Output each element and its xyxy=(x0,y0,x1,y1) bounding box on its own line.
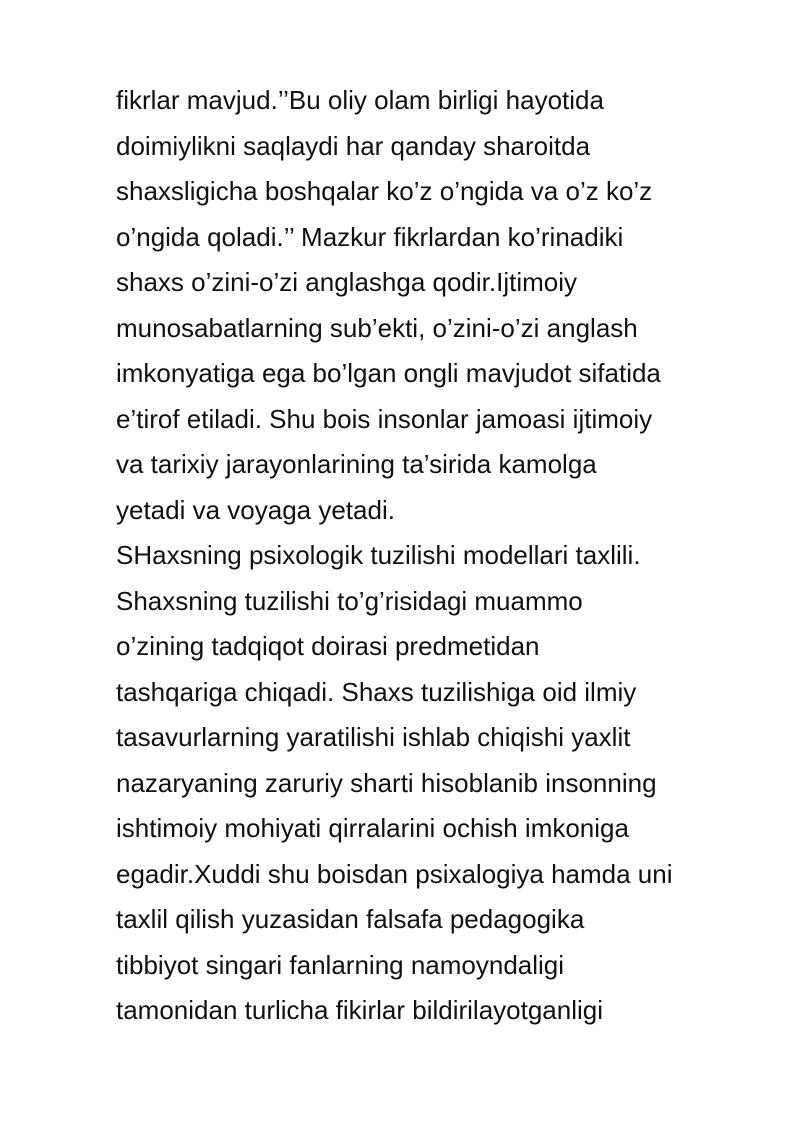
text-line: egadir.Xuddi shu boisdan psixalogiya hamda uni xyxy=(116,858,673,889)
text-line: tasavurlarning yaratilishi ishlab chiqishi yaxlit xyxy=(116,722,631,752)
text-line: Shaxsning tuzilishi to’g’risidagi muammo xyxy=(116,585,583,616)
text-line: nazaryaning zaruriy sharti hisoblanib insonning xyxy=(116,767,657,798)
text-line: tashqariga chiqadi. Shaxs tuzilishiga oid ilmiy xyxy=(116,676,637,707)
text-line: fikrlar mavjud.’’Bu oliy olam birligi hayotida xyxy=(116,85,604,115)
text-line: imkonyatiga ega bo’lgan ongli mavjudot sifatida xyxy=(116,358,661,388)
text-line: ishtimoiy mohiyati qirralarini ochish imkoniga xyxy=(116,813,629,843)
text-line: taxlil qilish yuzasidan falsafa pedagogika xyxy=(116,904,585,934)
text-line: yetadi va voyaga yetadi. xyxy=(116,494,395,525)
text-line: e’tirof etiladi. Shu bois insonlar jamoasi ijtimoiy xyxy=(116,403,653,434)
text-line: o’zining tadqiqot doirasi predmetidan xyxy=(116,631,540,661)
body-text xyxy=(116,78,776,1034)
text-line: va tarixiy jarayonlarining ta’sirida kamolga xyxy=(116,449,597,479)
text-line: shaxsligicha boshqalar ko’z o’ngida va o’z ko’z xyxy=(116,176,653,206)
text-line: o’ngida qoladi.’’ Mazkur fikrlardan ko’rinadiki xyxy=(116,221,624,252)
text-line: doimiylikni saqlaydi har qanday sharoitda xyxy=(116,130,591,161)
text-line: munosabatlarning sub’ekti, o’zini-o’zi anglash xyxy=(116,312,638,343)
text-line: shaxs o’zini-o’zi anglashga qodir.Ijtimoiy xyxy=(116,267,578,297)
text-line: tibbiyot singari fanlarning namoyndaligi xyxy=(116,949,565,980)
section-heading-line: SHaxsning psixologik tuzilishi modellari taxlili. xyxy=(116,540,641,570)
text-line: tamonidan turlicha fikirlar bildirilayotganligi xyxy=(116,995,604,1025)
